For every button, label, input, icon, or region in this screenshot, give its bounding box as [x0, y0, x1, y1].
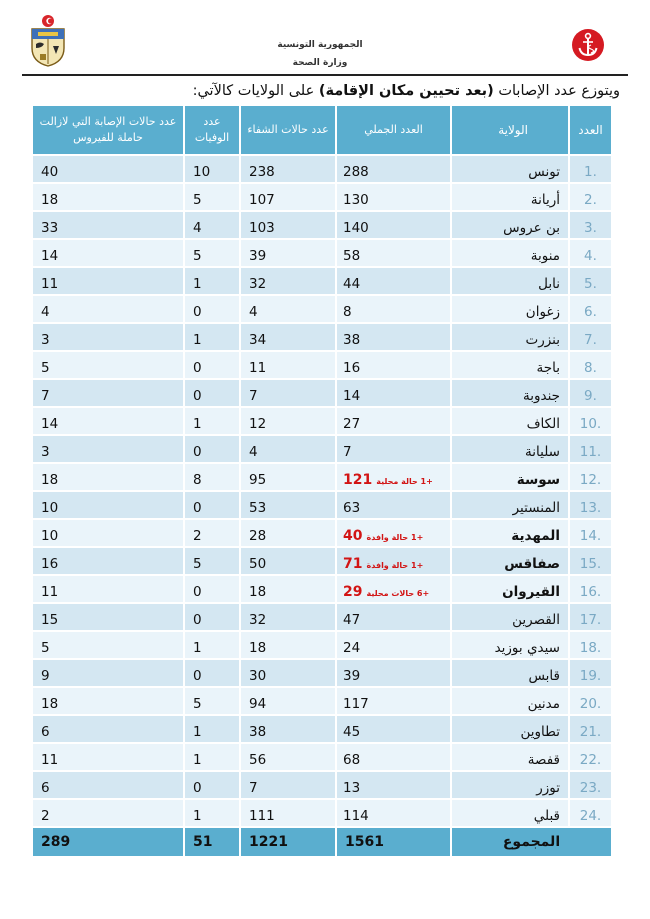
header-deaths: عدد الوفيات	[184, 105, 240, 155]
table-row	[32, 351, 612, 379]
row-deaths: 5	[184, 183, 240, 211]
row-recovered: 95	[240, 463, 336, 491]
row-recovered: 238	[240, 155, 336, 183]
intro-text-end: على الولايات كالآتي:	[192, 83, 319, 99]
row-deaths: 0	[184, 295, 240, 323]
row-index: 7.	[569, 323, 612, 351]
row-index: 13.	[569, 491, 612, 519]
table-row	[32, 463, 612, 491]
row-total: 44	[336, 267, 451, 295]
coat-of-arms-logo	[26, 14, 70, 68]
row-index: 6.	[569, 295, 612, 323]
row-total: 45	[336, 715, 451, 743]
row-total-value: 121	[343, 472, 373, 488]
table-row	[32, 575, 612, 603]
row-active: 40	[32, 155, 184, 183]
table-row	[32, 183, 612, 211]
table-row	[32, 323, 612, 351]
row-total-value: 29	[343, 584, 363, 600]
totals-recovered: 1221	[240, 827, 336, 857]
row-active: 18	[32, 183, 184, 211]
row-recovered: 18	[240, 631, 336, 659]
intro-text-start: ويتوزع عدد الإصابات	[493, 83, 620, 99]
table-row	[32, 407, 612, 435]
row-total: 13	[336, 771, 451, 799]
row-total: 63	[336, 491, 451, 519]
cases-by-governorate-table	[31, 104, 613, 858]
row-recovered: 18	[240, 575, 336, 603]
row-active: 14	[32, 239, 184, 267]
row-active: 2	[32, 799, 184, 827]
totals-deaths: 51	[184, 827, 240, 857]
row-recovered: 28	[240, 519, 336, 547]
row-recovered: 7	[240, 379, 336, 407]
row-total: 16	[336, 351, 451, 379]
row-deaths: 4	[184, 211, 240, 239]
row-deaths: 1	[184, 799, 240, 827]
row-total: 8	[336, 295, 451, 323]
row-total: 130	[336, 183, 451, 211]
row-total-note: +1 حالة وافدة	[366, 561, 424, 570]
row-active: 5	[32, 351, 184, 379]
totals-active: 289	[32, 827, 184, 857]
row-index: 15.	[569, 547, 612, 575]
row-governorate: سليانة	[451, 435, 569, 463]
row-deaths: 0	[184, 379, 240, 407]
row-total: 14	[336, 379, 451, 407]
row-governorate: سيدي بوزيد	[451, 631, 569, 659]
ministry-name: وزارة الصحة	[292, 58, 348, 68]
row-active: 10	[32, 519, 184, 547]
row-recovered: 4	[240, 295, 336, 323]
row-active: 18	[32, 463, 184, 491]
row-governorate: المهدية	[451, 519, 569, 547]
table-row	[32, 155, 612, 183]
row-active: 10	[32, 491, 184, 519]
row-deaths: 5	[184, 547, 240, 575]
row-recovered: 32	[240, 603, 336, 631]
row-deaths: 0	[184, 351, 240, 379]
table-row	[32, 519, 612, 547]
header-divider	[22, 74, 628, 76]
table-row	[32, 267, 612, 295]
row-total: 24	[336, 631, 451, 659]
row-total-value: 71	[343, 556, 363, 572]
row-recovered: 50	[240, 547, 336, 575]
row-governorate: بنزرت	[451, 323, 569, 351]
header-active: عدد حالات الإصابة التي لازالت حاملة للفيروس	[32, 105, 184, 155]
row-deaths: 1	[184, 743, 240, 771]
row-total	[336, 575, 451, 603]
row-total	[336, 519, 451, 547]
row-index: 23.	[569, 771, 612, 799]
page-header	[0, 0, 650, 75]
row-active: 7	[32, 379, 184, 407]
row-total: 7	[336, 435, 451, 463]
row-recovered: 56	[240, 743, 336, 771]
row-index: 10.	[569, 407, 612, 435]
row-index: 12.	[569, 463, 612, 491]
row-deaths: 0	[184, 659, 240, 687]
row-deaths: 0	[184, 603, 240, 631]
row-governorate: سوسة	[451, 463, 569, 491]
row-active: 4	[32, 295, 184, 323]
row-index: 24.	[569, 799, 612, 827]
header-total: العدد الجملي	[336, 105, 451, 155]
table-row	[32, 491, 612, 519]
row-index: 16.	[569, 575, 612, 603]
row-index: 22.	[569, 743, 612, 771]
row-total: 114	[336, 799, 451, 827]
row-index: 4.	[569, 239, 612, 267]
table-row	[32, 687, 612, 715]
row-index: 21.	[569, 715, 612, 743]
row-active: 5	[32, 631, 184, 659]
row-active: 3	[32, 323, 184, 351]
row-governorate: القيروان	[451, 575, 569, 603]
row-deaths: 0	[184, 491, 240, 519]
row-active: 16	[32, 547, 184, 575]
row-recovered: 94	[240, 687, 336, 715]
row-total: 58	[336, 239, 451, 267]
table-row	[32, 799, 612, 827]
row-total: 39	[336, 659, 451, 687]
row-deaths: 0	[184, 435, 240, 463]
row-governorate: الكاف	[451, 407, 569, 435]
row-recovered: 34	[240, 323, 336, 351]
totals-row	[32, 827, 612, 857]
row-active: 9	[32, 659, 184, 687]
row-deaths: 1	[184, 715, 240, 743]
row-active: 6	[32, 715, 184, 743]
table-intro-text	[170, 80, 620, 102]
row-governorate: توزر	[451, 771, 569, 799]
row-total	[336, 463, 451, 491]
row-recovered: 38	[240, 715, 336, 743]
row-total: 47	[336, 603, 451, 631]
row-index: 5.	[569, 267, 612, 295]
row-total: 117	[336, 687, 451, 715]
row-total: 288	[336, 155, 451, 183]
row-total: 27	[336, 407, 451, 435]
row-governorate: منوبة	[451, 239, 569, 267]
row-governorate: مدنين	[451, 687, 569, 715]
row-governorate: زغوان	[451, 295, 569, 323]
table-row	[32, 603, 612, 631]
row-governorate: القصرين	[451, 603, 569, 631]
row-deaths: 5	[184, 239, 240, 267]
row-deaths: 0	[184, 771, 240, 799]
table-row	[32, 715, 612, 743]
row-deaths: 0	[184, 575, 240, 603]
row-index: 1.	[569, 155, 612, 183]
row-total-note: +1 حالة محلية	[376, 477, 433, 486]
row-total	[336, 547, 451, 575]
table-row	[32, 631, 612, 659]
table-row	[32, 239, 612, 267]
totals-total: 1561	[336, 827, 451, 857]
row-index: 11.	[569, 435, 612, 463]
row-index: 19.	[569, 659, 612, 687]
row-recovered: 103	[240, 211, 336, 239]
row-governorate: قفصة	[451, 743, 569, 771]
row-total-value: 40	[343, 528, 363, 544]
row-total: 140	[336, 211, 451, 239]
row-recovered: 111	[240, 799, 336, 827]
row-deaths: 2	[184, 519, 240, 547]
row-recovered: 30	[240, 659, 336, 687]
row-governorate: تطاوين	[451, 715, 569, 743]
health-ministry-logo	[571, 28, 605, 62]
republic-name: الجمهورية التونسية	[277, 40, 363, 50]
row-governorate: تونس	[451, 155, 569, 183]
table-row	[32, 435, 612, 463]
row-governorate: قابس	[451, 659, 569, 687]
row-index: 18.	[569, 631, 612, 659]
table-row	[32, 211, 612, 239]
intro-text-bold: (بعد تحيين مكان الإقامة)	[318, 83, 494, 99]
table-row	[32, 547, 612, 575]
row-deaths: 1	[184, 323, 240, 351]
header-governorate: الولاية	[451, 105, 569, 155]
row-governorate: المنستير	[451, 491, 569, 519]
row-active: 3	[32, 435, 184, 463]
header-recovered: عدد حالات الشفاء	[240, 105, 336, 155]
row-recovered: 107	[240, 183, 336, 211]
row-index: 8.	[569, 351, 612, 379]
row-index: 20.	[569, 687, 612, 715]
row-recovered: 11	[240, 351, 336, 379]
row-recovered: 39	[240, 239, 336, 267]
row-deaths: 8	[184, 463, 240, 491]
row-governorate: جندوبة	[451, 379, 569, 407]
table-header-row	[32, 105, 612, 155]
row-total: 38	[336, 323, 451, 351]
row-index: 17.	[569, 603, 612, 631]
row-recovered: 32	[240, 267, 336, 295]
row-deaths: 1	[184, 631, 240, 659]
row-total-note: +6 حالات محلية	[366, 589, 430, 598]
row-total-note: +1 حالة وافدة	[366, 533, 424, 542]
row-governorate: أريانة	[451, 183, 569, 211]
row-active: 11	[32, 575, 184, 603]
row-deaths: 10	[184, 155, 240, 183]
row-index: 2.	[569, 183, 612, 211]
row-index: 9.	[569, 379, 612, 407]
row-governorate: قبلي	[451, 799, 569, 827]
row-recovered: 7	[240, 771, 336, 799]
row-active: 6	[32, 771, 184, 799]
row-active: 11	[32, 267, 184, 295]
row-active: 18	[32, 687, 184, 715]
row-recovered: 4	[240, 435, 336, 463]
table-row	[32, 771, 612, 799]
table-row	[32, 295, 612, 323]
row-governorate: صفاقس	[451, 547, 569, 575]
row-index: 14.	[569, 519, 612, 547]
row-active: 15	[32, 603, 184, 631]
row-governorate: نابل	[451, 267, 569, 295]
row-deaths: 1	[184, 407, 240, 435]
header-index: العدد	[569, 105, 612, 155]
row-active: 11	[32, 743, 184, 771]
row-total: 68	[336, 743, 451, 771]
row-governorate: باجة	[451, 351, 569, 379]
row-deaths: 5	[184, 687, 240, 715]
table-row	[32, 379, 612, 407]
row-governorate: بن عروس	[451, 211, 569, 239]
row-deaths: 1	[184, 267, 240, 295]
row-index: 3.	[569, 211, 612, 239]
row-active: 33	[32, 211, 184, 239]
row-recovered: 53	[240, 491, 336, 519]
row-active: 14	[32, 407, 184, 435]
totals-label: المجموع	[451, 827, 612, 857]
table-row	[32, 743, 612, 771]
table-row	[32, 659, 612, 687]
row-recovered: 12	[240, 407, 336, 435]
ministry-title	[250, 38, 390, 70]
